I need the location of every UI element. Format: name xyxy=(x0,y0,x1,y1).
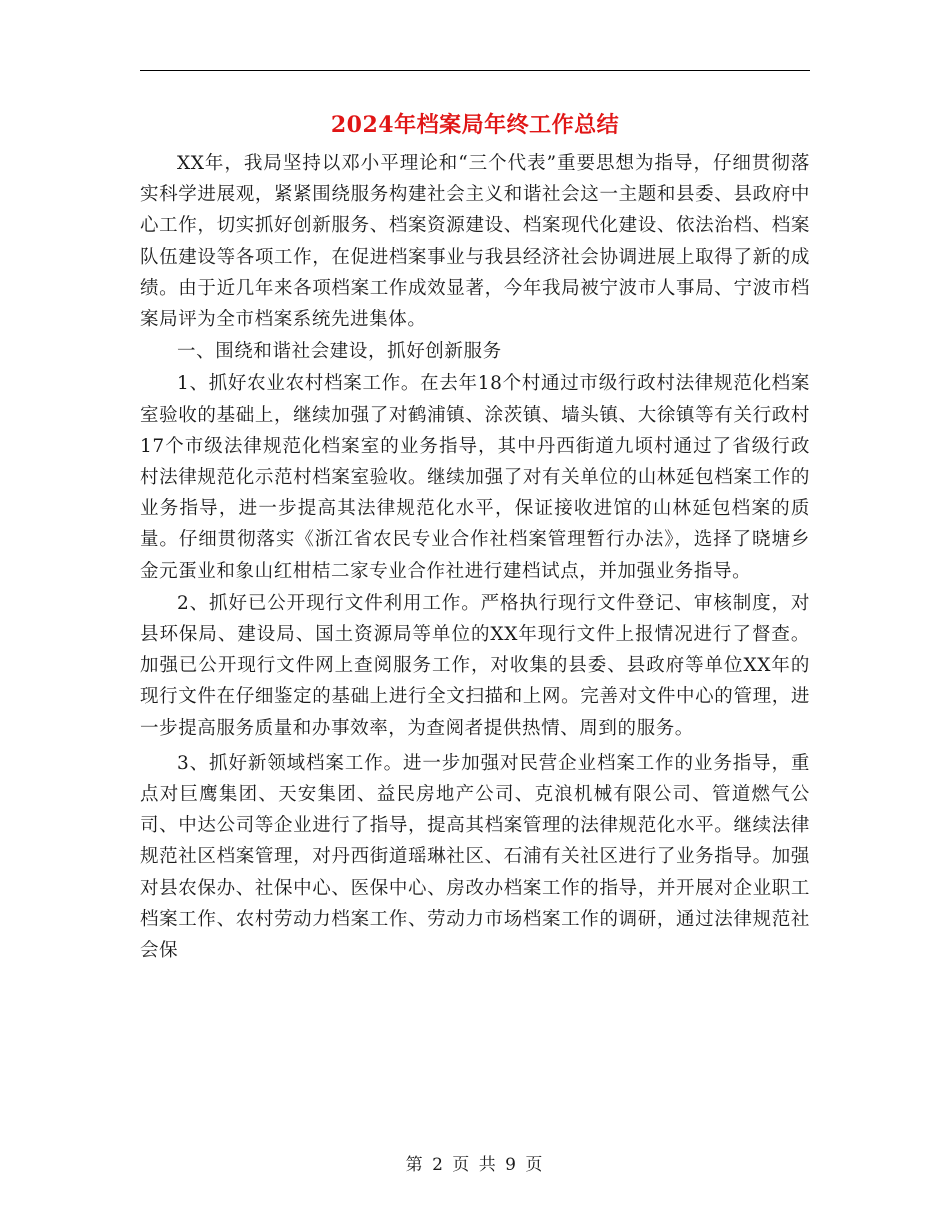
header-rule xyxy=(140,70,810,71)
document-body xyxy=(140,148,810,966)
paragraph-intro: XX年，我局坚持以邓小平理论和“三个代表”重要思想为指导，仔细贯彻落实科学进展观，紧紧围绕服务构建社会主义和谐社会这一主题和县委、县政府中心工作，切实抓好创新服务、档案资源建设、档案现代化建设、依法治档、档案队伍建设等各项工作，在促进档案事业与我县经济社会协调进展上取得了新的成绩。由于近几年来各项档案工作成效显著，今年我局被宁波市人事局、宁波市档案局评为全市档案系统先进集体。 xyxy=(140,153,810,331)
paragraph-item-3: 3、抓好新领域档案工作。进一步加强对民营企业档案工作的业务指导，重点对巨鹰集团、天安集团、益民房地产公司、克浪机械有限公司、管道燃气公司、中达公司等企业进行了指导，提高其档案管理的法律规范化水平。继续法律规范社区档案管理，对丹西街道瑶琳社区、石浦有关社区进行了业务指导。加强对县农保办、社保中心、医保中心、房改办档案工作的指导，并开展对企业职工档案工作、农村劳动力档案工作、劳动力市场档案工作的调研，通过法律规范社会保 xyxy=(140,752,810,962)
paragraph-item-2: 2、抓好已公开现行文件利用工作。严格执行现行文件登记、审核制度，对县环保局、建设局、国土资源局等单位的XX年现行文件上报情况进行了督查。加强已公开现行文件网上查阅服务工作，对收集的县委、县政府等单位XX年的现行文件在仔细鉴定的基础上进行全文扫描和上网。完善对文件中心的管理，进一步提高服务质量和办事效率，为查阅者提供热情、周到的服务。 xyxy=(140,592,810,739)
section-heading: 一、围绕和谐社会建设，抓好创新服务 xyxy=(177,341,502,363)
paragraph-item-1: 1、抓好农业农村档案工作。在去年18个村通过市级行政村法律规范化档案室验收的基础上，继续加强了对鹤浦镇、涂茨镇、墙头镇、大徐镇等有关行政村17个市级法律规范化档案室的业务指导，其中丹西街道九顷村通过了省级行政村法律规范化示范村档案室验收。继续加强了对有关单位的山林延包档案工作的业务指导，进一步提高其法律规范化水平，保证接收进馆的山林延包档案的质量。仔细贯彻落实《浙江省农民专业合作社档案管理暂行办法》，选择了晓塘乡金元蛋业和象山红柑桔二家专业合作社进行建档试点，并加强业务指导。 xyxy=(140,373,810,582)
page-number: 第 2 页 共 9 页 xyxy=(405,1155,545,1175)
document-title: 2024年档案局年终工作总结 xyxy=(330,112,620,138)
